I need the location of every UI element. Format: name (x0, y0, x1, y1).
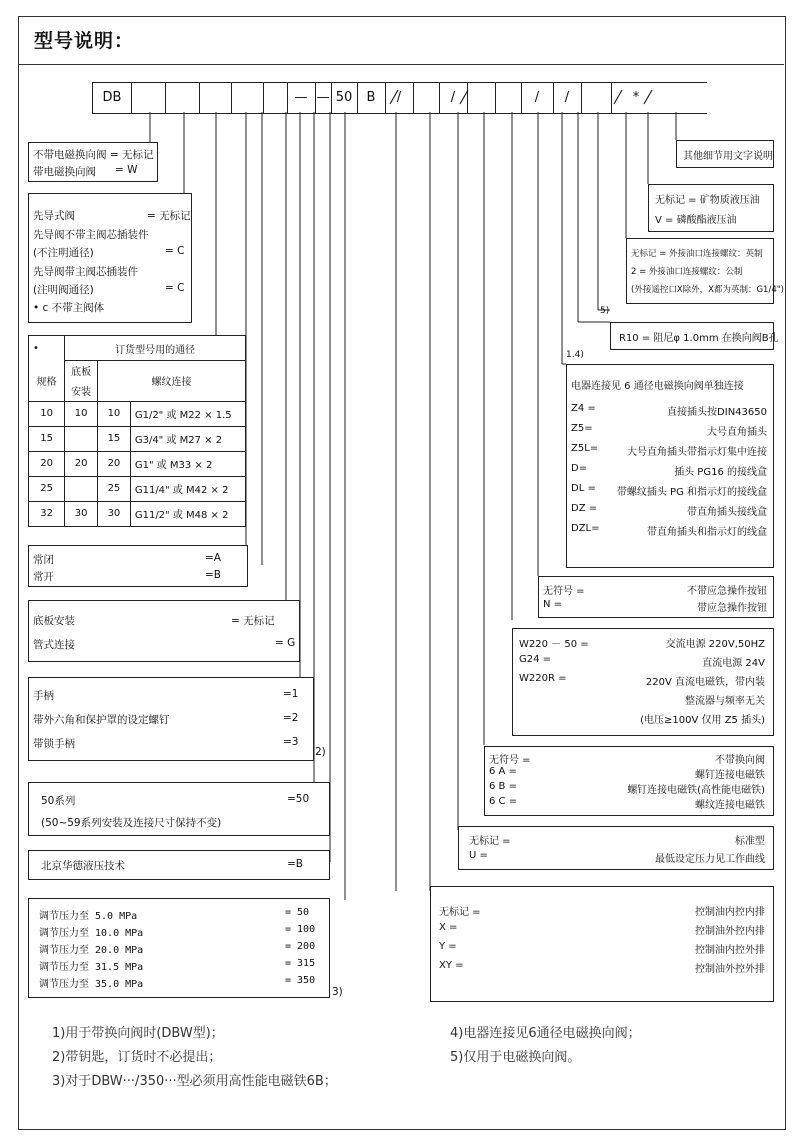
adj-handle-value: =1 (283, 688, 299, 700)
mount-plate-value: = 无标记 (231, 615, 275, 627)
pressure-label: 调节压力至 35.0 MPa (39, 979, 144, 990)
oil-type-box (648, 184, 774, 232)
box2-line1: 先导式阀 (33, 210, 75, 222)
valve-code: 6 C = (489, 796, 518, 807)
footnote: 1)用于带换向阀时(DBW型)； (52, 1026, 224, 1041)
pressure-label: 调节压力至 5.0 MPa (39, 911, 138, 922)
box2-line6: • c 不带主阀体 (33, 302, 105, 314)
code-cell: B (357, 83, 386, 113)
size-table-col-spec: 规格 (29, 361, 65, 402)
control-desc: 控制油内控外排 (695, 945, 765, 956)
emergency-box (538, 576, 774, 618)
size-table-col-plate-a: 底板 (65, 361, 98, 381)
electrical-code: DZL= (571, 523, 600, 534)
thread-line1: 无标记 = 外接油口连接螺纹：英制 (631, 249, 763, 259)
other-details-box (676, 140, 774, 168)
footnote: 5)仅用于电磁换向阀。 (450, 1050, 581, 1065)
code-cell: / (385, 83, 414, 113)
pressure-value: = 200 (285, 941, 316, 952)
footnote-mark-14: 1.4) (566, 350, 584, 360)
size-table-cell (65, 426, 98, 451)
size-table-cell: 10 (98, 401, 131, 426)
size-table-star: • (29, 336, 65, 361)
valve-code: 6 A = (489, 766, 517, 777)
series-label: 50系列 (41, 795, 76, 807)
standard-line2: U = (469, 850, 488, 861)
code-cell: / (439, 83, 468, 113)
thread-box (626, 238, 784, 304)
mount-plate-label: 底板安装 (33, 615, 75, 627)
adj-handle-label: 手柄 (33, 690, 54, 702)
power-code: W220R = (519, 673, 567, 684)
nc-value: =A (205, 552, 221, 564)
size-table-row (29, 426, 246, 451)
size-table-cell: 15 (98, 426, 131, 451)
box1-line1: 不带电磁换向阀 = 无标记 (33, 149, 154, 161)
pressure-value: = 50 (285, 907, 310, 918)
size-table (28, 335, 246, 527)
footnote: 2)带钥匙，订货时不必提出； (52, 1050, 222, 1065)
electrical-code: DZ = (571, 503, 598, 514)
valve-code: 无符号 = (489, 755, 531, 766)
emergency-line2-value: 带应急操作按钮 (697, 603, 767, 614)
electrical-desc: 带直角插头和指示灯的线盒 (647, 527, 767, 538)
manufacturer-value: =B (287, 858, 304, 870)
no-label: 常开 (33, 571, 54, 583)
adj-screw-value: =2 (283, 712, 299, 724)
control-code: XY = (439, 960, 464, 971)
box2-line3-value: = C (165, 245, 185, 257)
emergency-line1-value: 不带应急操作按钮 (687, 586, 767, 597)
code-cell: — (287, 83, 316, 113)
electrical-code: Z5= (571, 423, 593, 434)
adjustment-box (28, 677, 314, 761)
damping-box (610, 322, 779, 350)
size-table-cell: G11/4" 或 M42 × 2 (130, 476, 245, 501)
standard-line1-value: 标准型 (735, 836, 765, 847)
box2-line5-value: = C (165, 282, 185, 294)
size-table-col-thread: 螺纹连接 (98, 361, 246, 402)
pressure-box (28, 898, 330, 998)
page-title: 型号说明： (34, 30, 135, 52)
box2-line3: (不注明通径) (33, 247, 94, 259)
size-table-row (29, 501, 246, 526)
code-cell: / (553, 83, 582, 113)
electrical-desc: 带螺纹插头 PG 和指示灯的接线盒 (616, 487, 767, 498)
valve-desc: 不带换向阀 (715, 755, 765, 766)
control-code: 无标记 = (439, 907, 481, 918)
size-table-cell: 20 (29, 451, 65, 476)
box2-line1-value: = 无标记 (147, 210, 191, 222)
pressure-label: 调节压力至 31.5 MPa (39, 962, 144, 973)
series-box (28, 782, 330, 836)
size-table-col-plate-b: 安装 (65, 381, 98, 401)
valve-desc: 螺纹连接电磁铁 (695, 800, 765, 811)
power-desc: 220V 直流电磁铁，带内装 (645, 677, 765, 688)
footnote-mark-2: 2) (315, 746, 326, 758)
oil-line2: V = 磷酸酯液压油 (655, 215, 737, 226)
size-table-cell: 32 (29, 501, 65, 526)
footnote: 3)对于DBW···/350···型必须用高性能电磁铁6B； (52, 1074, 337, 1089)
manufacturer-label: 北京华德液压技术 (41, 860, 125, 872)
power-code: G24 = (519, 654, 552, 665)
control-desc: 控制油外控内排 (695, 926, 765, 937)
footnote-mark-3: 3) (332, 986, 343, 998)
control-code: X = (439, 922, 458, 933)
emergency-line1: 无符号 = (543, 586, 585, 597)
size-table-row (29, 451, 246, 476)
pressure-value: = 100 (285, 924, 316, 935)
pressure-label: 调节压力至 10.0 MPa (39, 928, 144, 939)
series-value: =50 (287, 793, 310, 805)
size-table-cell: 30 (98, 501, 131, 526)
valve-code: 6 B = (489, 781, 517, 792)
pressure-value: = 350 (285, 975, 316, 986)
control-desc: 控制油外控外排 (695, 964, 765, 975)
mount-pipe-label: 管式连接 (33, 639, 75, 651)
size-table-cell: G11/2" 或 M48 × 2 (130, 501, 245, 526)
valve-desc: 螺钉连接电磁铁 (695, 770, 765, 781)
power-desc: 整流器与频率无关 (685, 696, 765, 707)
adj-screw-label: 带外六角和保护罩的设定螺钉 (33, 714, 170, 726)
mount-pipe-value: = G (275, 637, 296, 649)
size-table-header: 订货型号用的通径 (65, 336, 246, 361)
pressure-value: = 315 (285, 958, 316, 969)
electrical-title: 电器连接见 6 通径电磁换向阀单独连接 (571, 381, 744, 392)
box2-line4: 先导阀带主阀芯插装件 (33, 266, 138, 278)
footnote: 4)电器连接见6通径电磁换向阀； (450, 1026, 641, 1041)
standard-line1: 无标记 = (469, 836, 511, 847)
other-details-text: 其他细节用文字说明 (683, 151, 773, 162)
power-desc: 直流电源 24V (702, 658, 765, 669)
size-table-row (29, 476, 246, 501)
no-value: =B (205, 569, 222, 581)
series-note: (50~59系列安装及连接尺寸保持不变) (41, 817, 222, 829)
size-table-cell: G3/4" 或 M27 × 2 (130, 426, 245, 451)
manufacturer-box (28, 850, 330, 880)
size-table-cell: G1/2" 或 M22 × 1.5 (130, 401, 245, 426)
power-desc: 交流电源 220V,50HZ (665, 639, 765, 650)
size-table-cell: 10 (65, 401, 98, 426)
electrical-desc: 大号直角插头 (707, 427, 767, 438)
size-table-cell: 15 (29, 426, 65, 451)
electrical-code: Z5L= (571, 443, 599, 454)
control-desc: 控制油内控内排 (695, 907, 765, 918)
adj-lock-label: 带锁手柄 (33, 738, 75, 750)
control-code: Y = (439, 941, 457, 952)
power-box (512, 628, 774, 736)
power-code: W220 － 50 = (519, 639, 589, 650)
power-desc: (电压≥100V 仅用 Z5 插头) (640, 715, 765, 726)
pilot-valve-box (28, 193, 192, 323)
adj-lock-value: =3 (283, 736, 299, 748)
valve-desc: 螺钉连接电磁铁(高性能电磁铁) (627, 785, 765, 796)
emergency-line2: N = (543, 599, 563, 610)
electrical-box (566, 364, 774, 568)
thread-line2: 2 = 外接油口连接螺纹：公制 (631, 267, 743, 277)
size-table-cell: 25 (29, 476, 65, 501)
code-cell: * (632, 90, 640, 105)
oil-line1: 无标记 = 矿物质液压油 (655, 195, 760, 206)
code-cell: DB (93, 83, 132, 113)
electrical-code: Z4 = (571, 403, 596, 414)
control-oil-box (430, 886, 774, 1002)
electrical-desc: 直接插头按DIN43650 (667, 407, 767, 418)
standard-line2-value: 最低设定压力见工作曲线 (655, 854, 765, 865)
mounting-box (28, 600, 300, 662)
electrical-code: DL = (571, 483, 596, 494)
box2-line5: (注明阀通径) (33, 284, 94, 296)
size-table-cell (65, 476, 98, 501)
size-table-cell: 10 (29, 401, 65, 426)
code-cell: / (521, 83, 554, 113)
damping-text: R10 = 阻尼φ 1.0mm 在换向阀B孔 (619, 333, 779, 344)
electrical-desc: 大号直角插头带指示灯集中连接 (627, 447, 767, 458)
electrical-desc: 插头 PG16 的接线盒 (674, 467, 767, 478)
size-table-row (29, 401, 246, 426)
box1-line2-value: = W (115, 164, 138, 176)
box2-line2: 先导阀不带主阀芯插装件 (33, 229, 149, 241)
electrical-desc: 带直角插头接线盒 (687, 507, 767, 518)
standard-box (458, 826, 774, 870)
code-cell: 50 (331, 83, 358, 113)
code-cell: — (315, 83, 332, 113)
thread-line3: (外接遥控口X除外，X都为英制：G1/4") (631, 285, 784, 295)
valve-box (484, 746, 774, 816)
pressure-label: 调节压力至 20.0 MPa (39, 945, 144, 956)
size-table-cell: 20 (65, 451, 98, 476)
footnote-mark-5: 5) (600, 306, 610, 316)
size-table-cell: 25 (98, 476, 131, 501)
size-table-cell: G1" 或 M33 × 2 (130, 451, 245, 476)
solenoid-valve-box (28, 142, 158, 182)
size-table-cell: 30 (65, 501, 98, 526)
size-table-cell: 20 (98, 451, 131, 476)
box1-line2: 带电磁换向阀 (33, 166, 96, 178)
nc-label: 常闭 (33, 554, 54, 566)
normally-closed-box (28, 545, 248, 587)
electrical-code: D= (571, 463, 588, 474)
